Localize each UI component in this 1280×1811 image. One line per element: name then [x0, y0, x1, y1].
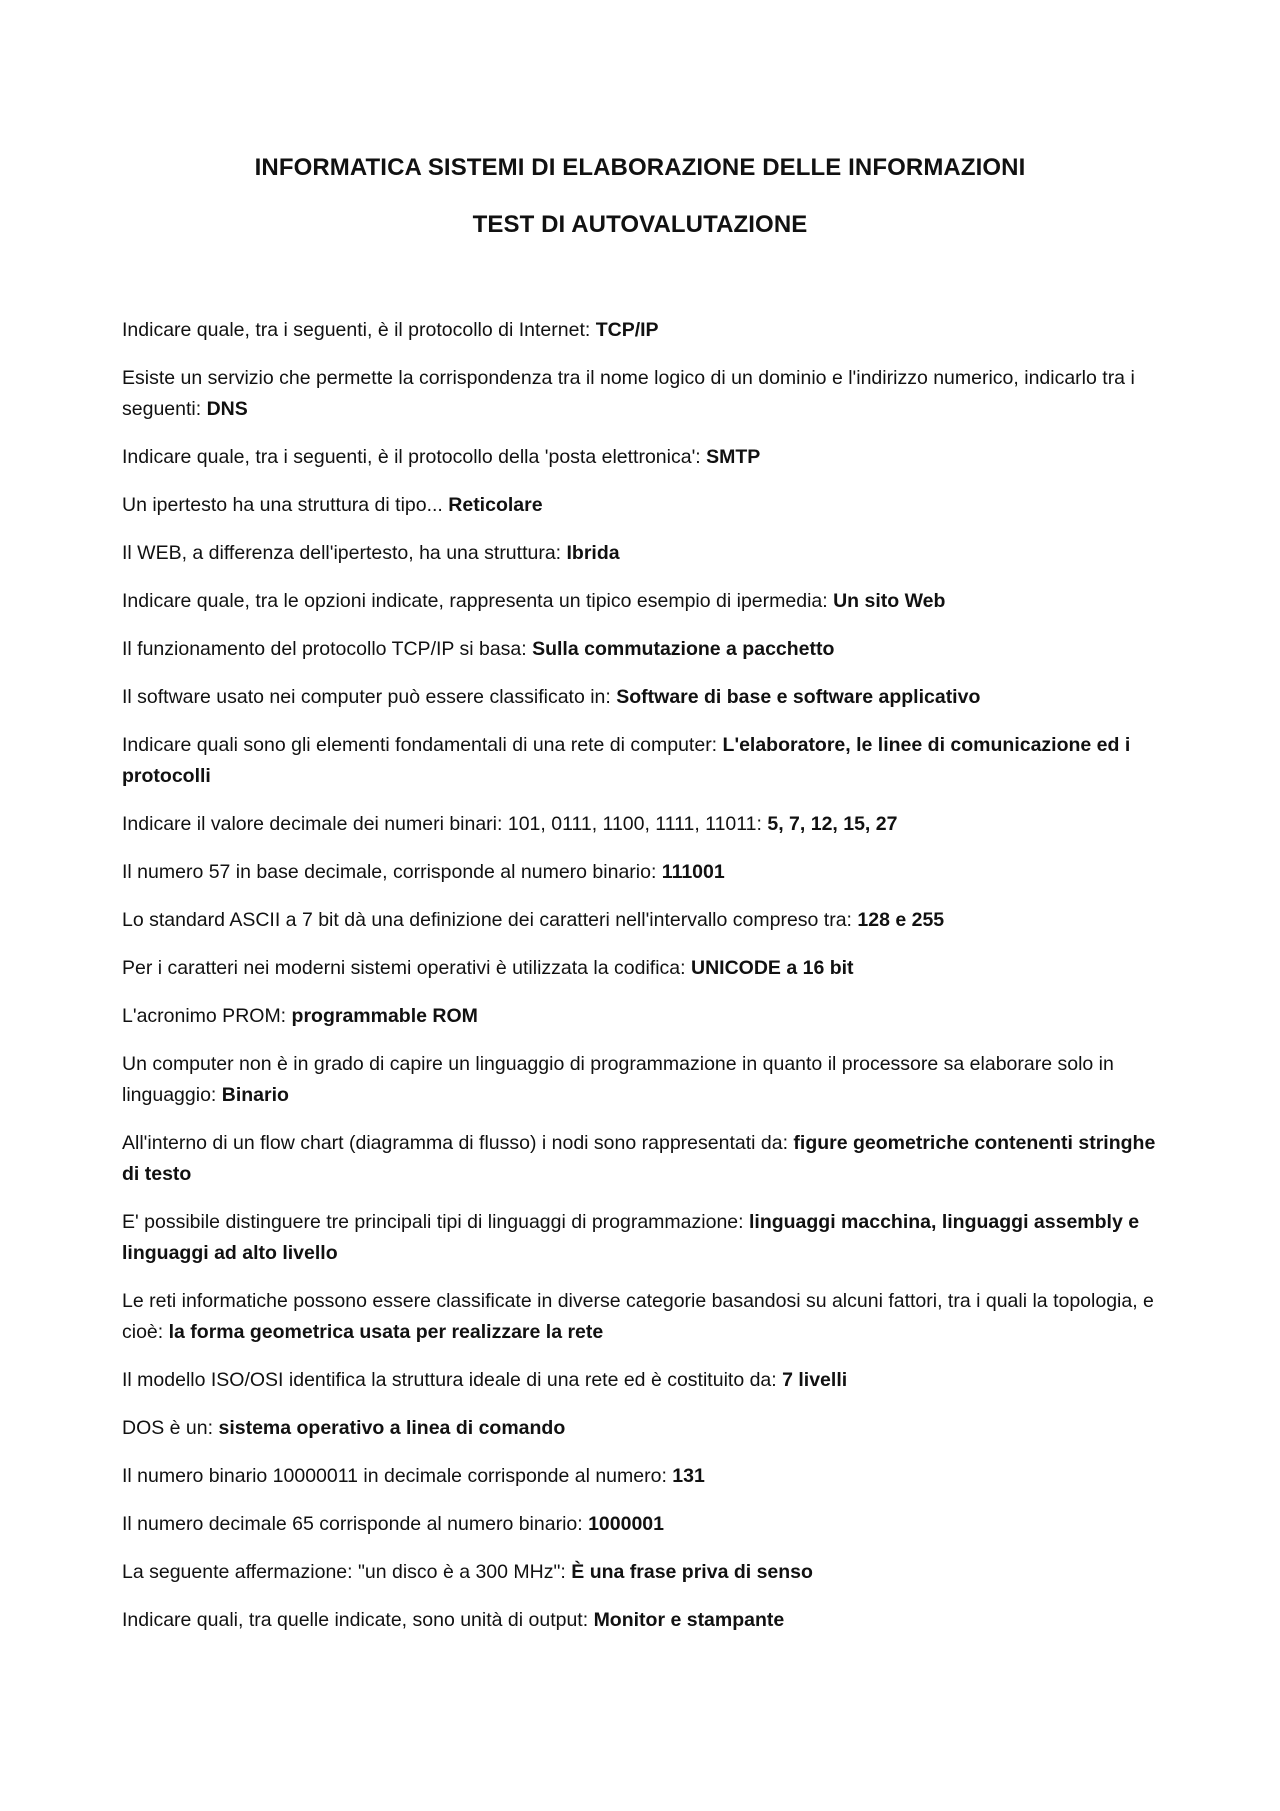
qa-item	[122, 1049, 1172, 1111]
question-text: Indicare quale, tra i seguenti, è il protocollo di Internet:	[122, 319, 596, 341]
question-text: Indicare quali, tra quelle indicate, sono unità di output:	[122, 1609, 594, 1631]
qa-item	[122, 1365, 1172, 1396]
question-text: Indicare il valore decimale dei numeri binari: 101, 0111, 1100, 1111, 11011:	[122, 813, 768, 835]
qa-item	[122, 857, 1172, 888]
question-text: Il WEB, a differenza dell'ipertesto, ha una struttura:	[122, 542, 567, 564]
qa-item	[122, 363, 1172, 425]
question-text: Il numero decimale 65 corrisponde al numero binario:	[122, 1513, 589, 1535]
answer-text: L'elaboratore, le linee di comunicazione ed i protocolli	[122, 734, 1131, 787]
document-header	[0, 152, 1280, 241]
question-text: Il numero 57 in base decimale, corrisponde al numero binario:	[122, 861, 662, 883]
answer-text: 111001	[661, 861, 725, 883]
answer-text: 7 livelli	[782, 1369, 848, 1391]
question-text: Il modello ISO/OSI identifica la struttura ideale di una rete ed è costituito da:	[122, 1369, 783, 1391]
question-text: La seguente affermazione: "un disco è a 300 MHz":	[122, 1561, 572, 1583]
answer-text: sistema operativo a linea di comando	[218, 1417, 566, 1439]
qa-item	[122, 1557, 1172, 1588]
document-title: INFORMATICA SISTEMI DI ELABORAZIONE DELLE INFORMAZIONI	[254, 154, 1026, 181]
qa-item	[122, 953, 1172, 984]
answer-text: TCP/IP	[595, 319, 659, 341]
answer-text: 128 e 255	[857, 909, 945, 931]
answer-text: Sulla commutazione a pacchetto	[532, 638, 835, 660]
question-text: Le reti informatiche possono essere classificate in diverse categorie basandosi su alcuni fattori, tra i quali la topologia, e cioè:	[122, 1290, 1154, 1343]
answer-text: Monitor e stampante	[593, 1609, 785, 1631]
question-text: Indicare quali sono gli elementi fondamentali di una rete di computer:	[122, 734, 723, 756]
question-answer-list	[122, 315, 1172, 1653]
qa-item	[122, 442, 1172, 473]
question-text: Il funzionamento del protocollo TCP/IP si basa:	[122, 638, 533, 660]
qa-item	[122, 634, 1172, 665]
answer-text: 5, 7, 12, 15, 27	[767, 813, 898, 835]
answer-text: Software di base e software applicativo	[616, 686, 981, 708]
question-text: Un computer non è in grado di capire un linguaggio di programmazione in quanto il processore sa elaborare solo in linguaggio:	[122, 1053, 1114, 1106]
qa-item	[122, 1461, 1172, 1492]
question-text: E' possibile distinguere tre principali tipi di linguaggi di programmazione:	[122, 1211, 749, 1233]
qa-item	[122, 1207, 1172, 1269]
question-text: DOS è un:	[122, 1417, 219, 1439]
qa-item	[122, 490, 1172, 521]
qa-item	[122, 809, 1172, 840]
answer-text: Reticolare	[448, 494, 543, 516]
question-text: Il software usato nei computer può essere classificato in:	[122, 686, 617, 708]
qa-item	[122, 538, 1172, 569]
answer-text: Un sito Web	[833, 590, 946, 612]
question-text: L'acronimo PROM:	[122, 1005, 292, 1027]
answer-text: Binario	[221, 1084, 289, 1106]
question-text: Indicare quale, tra i seguenti, è il protocollo della 'posta elettronica':	[122, 446, 707, 468]
qa-item	[122, 1286, 1172, 1348]
answer-text: la forma geometrica usata per realizzare la rete	[168, 1321, 604, 1343]
qa-item	[122, 730, 1172, 792]
question-text: Esiste un servizio che permette la corrispondenza tra il nome logico di un dominio e l'indirizzo numerico, indicarlo tra i seguenti:	[122, 367, 1135, 420]
qa-item	[122, 1001, 1172, 1032]
qa-item	[122, 1605, 1172, 1636]
question-text: Il numero binario 10000011 in decimale corrisponde al numero:	[122, 1465, 673, 1487]
qa-item	[122, 682, 1172, 713]
qa-item	[122, 586, 1172, 617]
question-text: Un ipertesto ha una struttura di tipo...	[122, 494, 449, 516]
answer-text: 131	[672, 1465, 705, 1487]
answer-text: 1000001	[588, 1513, 664, 1535]
qa-item	[122, 1413, 1172, 1444]
answer-text: UNICODE a 16 bit	[691, 957, 854, 979]
answer-text: Ibrida	[566, 542, 620, 564]
qa-item	[122, 315, 1172, 346]
question-text: All'interno di un flow chart (diagramma di flusso) i nodi sono rappresentati da:	[122, 1132, 794, 1154]
answer-text: SMTP	[706, 446, 761, 468]
answer-text: figure geometriche contenenti stringhe di testo	[122, 1132, 1156, 1185]
question-text: Per i caratteri nei moderni sistemi operativi è utilizzata la codifica:	[122, 957, 691, 979]
qa-item	[122, 905, 1172, 936]
answer-text: È una frase priva di senso	[571, 1561, 813, 1583]
answer-text: programmable ROM	[291, 1005, 478, 1027]
qa-item	[122, 1128, 1172, 1190]
answer-text: linguaggi macchina, linguaggi assembly e linguaggi ad alto livello	[122, 1211, 1140, 1264]
document-subtitle: TEST DI AUTOVALUTAZIONE	[472, 211, 808, 238]
answer-text: DNS	[206, 398, 248, 420]
qa-item	[122, 1509, 1172, 1540]
question-text: Lo standard ASCII a 7 bit dà una definizione dei caratteri nell'intervallo compreso tra:	[122, 909, 858, 931]
question-text: Indicare quale, tra le opzioni indicate, rappresenta un tipico esempio di ipermedia:	[122, 590, 834, 612]
